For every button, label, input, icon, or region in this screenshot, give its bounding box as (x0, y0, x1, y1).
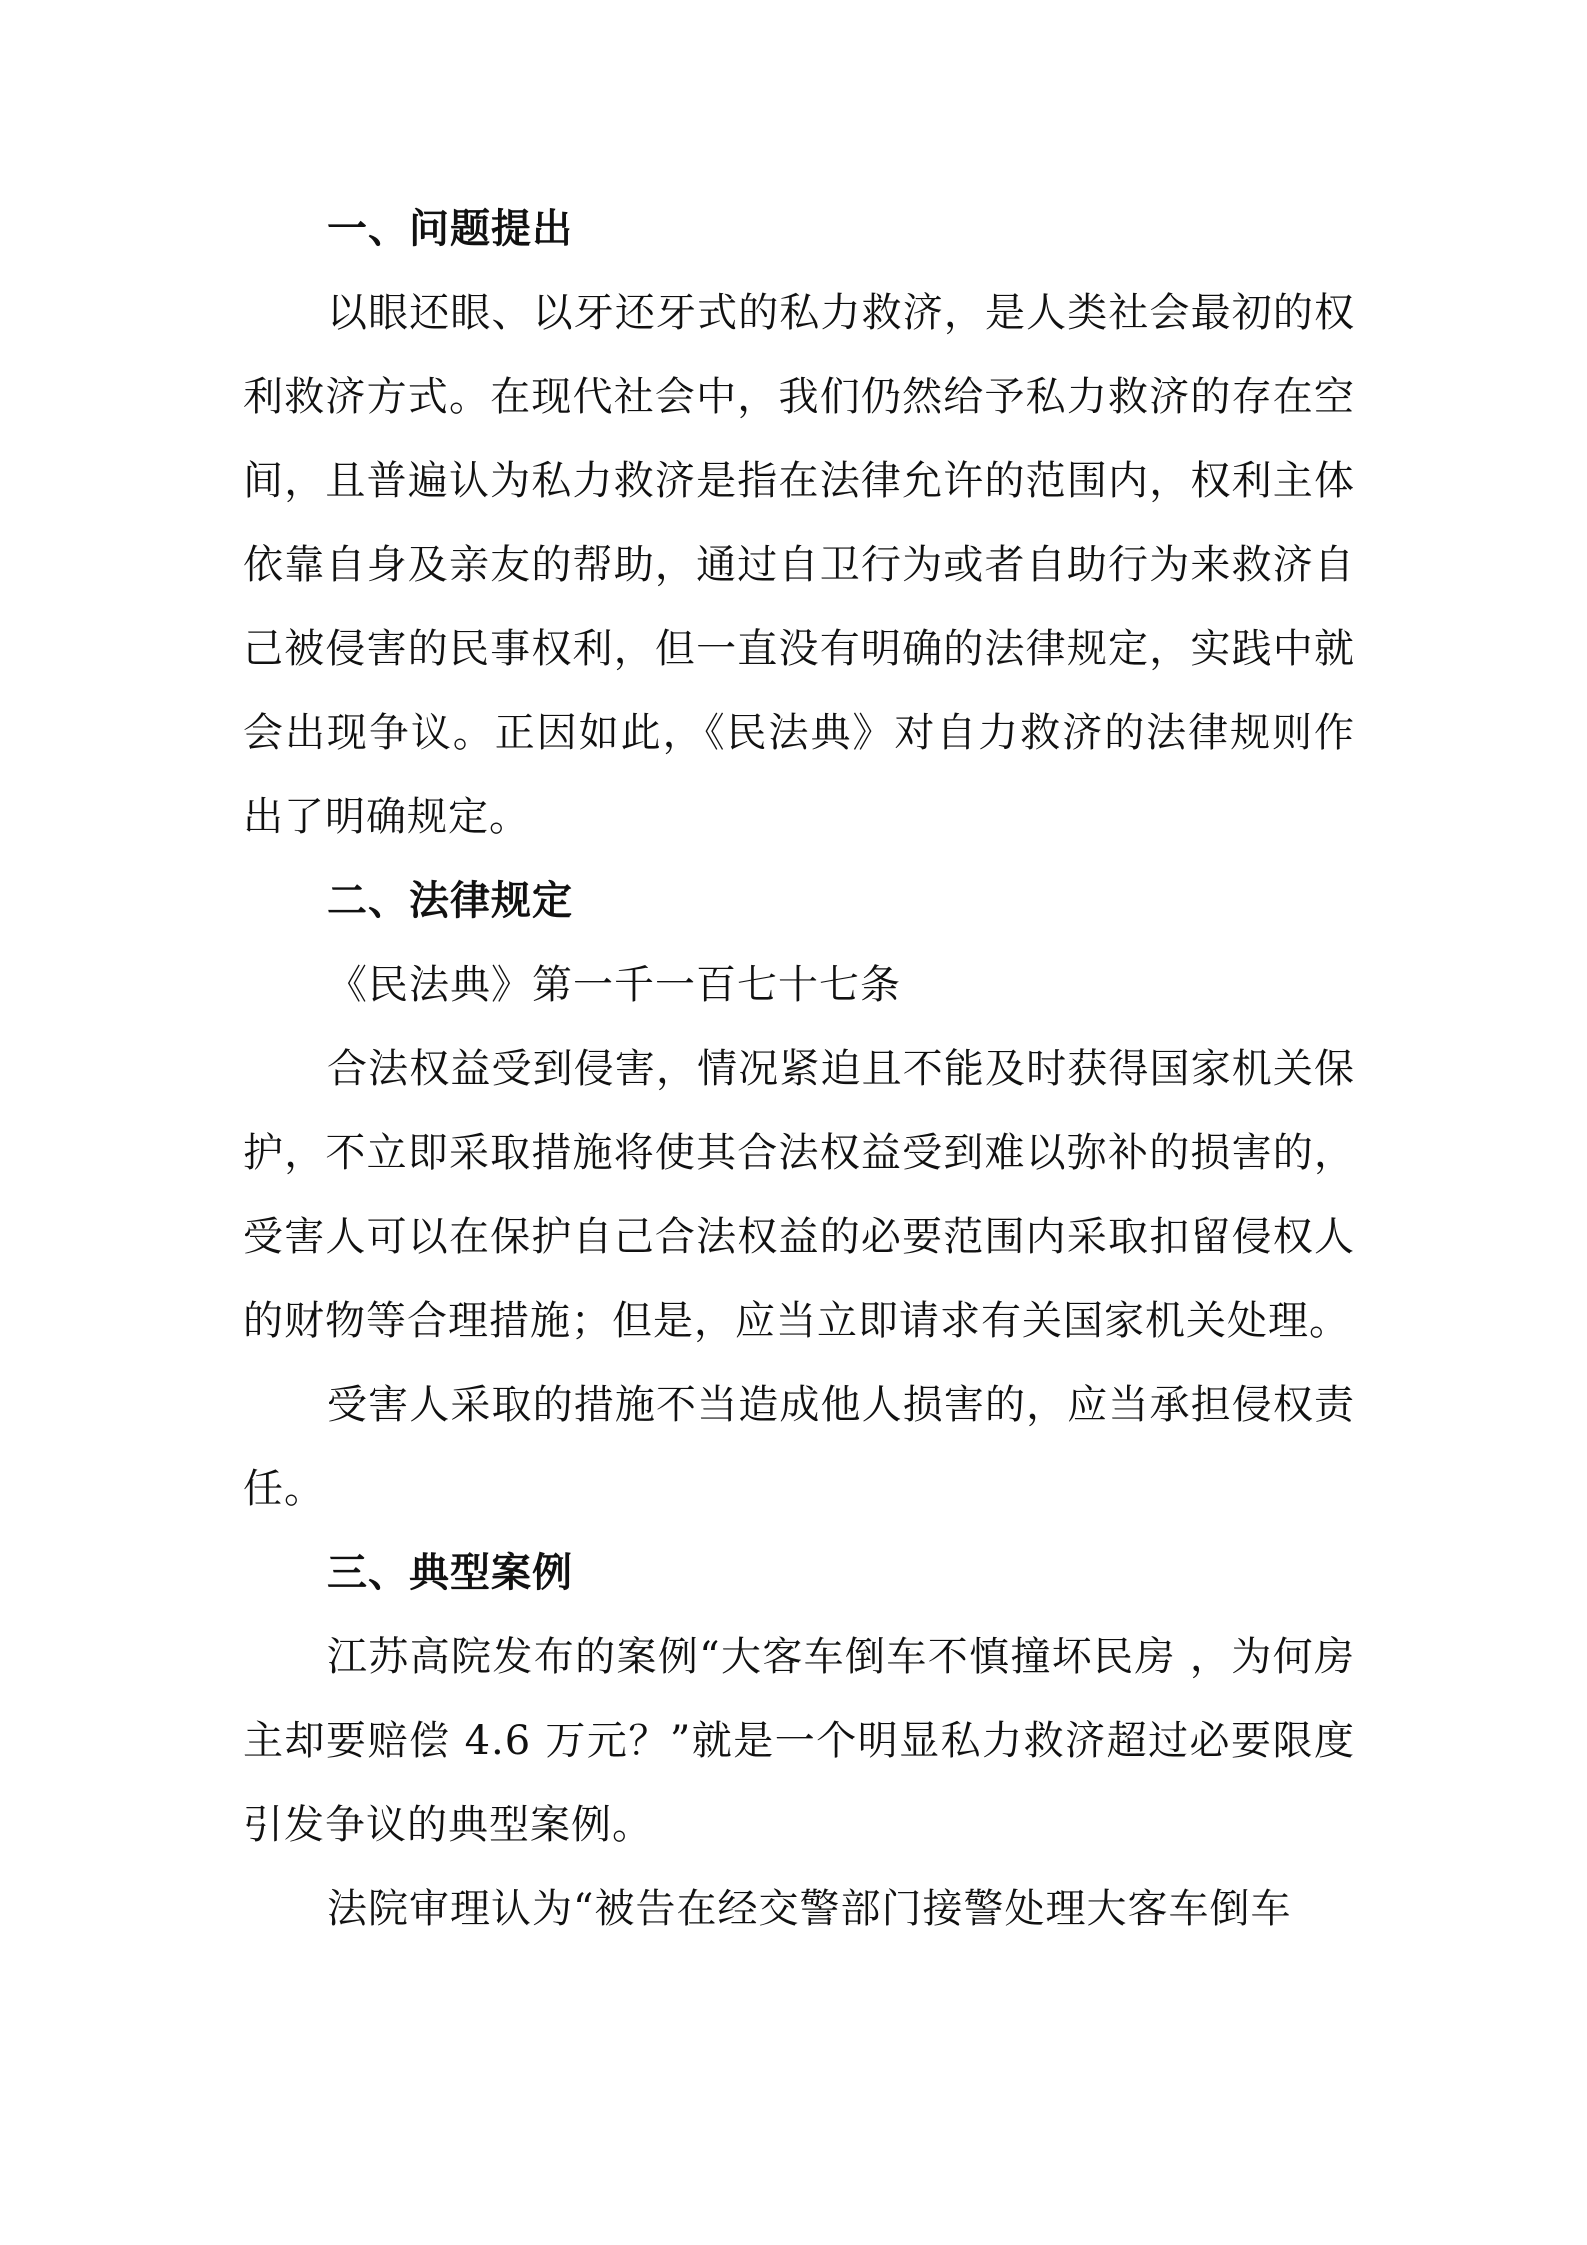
section-heading-legal-provision: 二、法律规定 (327, 878, 573, 924)
paragraph-court-opinion: 法院审理认为“被告在经交警部门接警处理大客车倒车 (327, 1886, 1292, 1932)
paragraph-article-clause-1: 合法权益受到侵害，情况紧迫且不能及时获得国家机关保护，不立即采取措施将使其合法权益受到难以弥补的损害的，受害人可以在保护自己合法权益的必要范围内采取扣留侵权人的财物等合理措施；但是，应当立即请求有关国家机关处理。 (243, 1046, 1355, 1344)
paragraph-article-clause-2: 受害人采取的措施不当造成他人损害的，应当承担侵权责任。 (243, 1382, 1355, 1512)
section-heading-problem: 一、问题提出 (327, 206, 573, 252)
paragraph-case-description: 江苏高院发布的案例“大客车倒车不慎撞坏民房 ，为何房主却要赔偿 4.6 万元？”就是一个明显私力救济超过必要限度引发争议的典型案例。 (243, 1634, 1355, 1848)
paragraph-problem-statement: 以眼还眼、以牙还牙式的私力救济，是人类社会最初的权利救济方式。在现代社会中，我们仍然给予私力救济的存在空间，且普遍认为私力救济是指在法律允许的范围内，权利主体依靠自身及亲友的帮助，通过自卫行为或者自助行为来救济自己被侵害的民事权利，但一直没有明确的法律规定，实践中就会出现争议。正因如此，《民法典》对自力救济的法律规则作出了明确规定。 (243, 290, 1355, 840)
document-body (243, 187, 1355, 1951)
article-title: 《民法典》第一千一百七十七条 (327, 962, 901, 1008)
section-heading-typical-case: 三、典型案例 (327, 1550, 573, 1596)
